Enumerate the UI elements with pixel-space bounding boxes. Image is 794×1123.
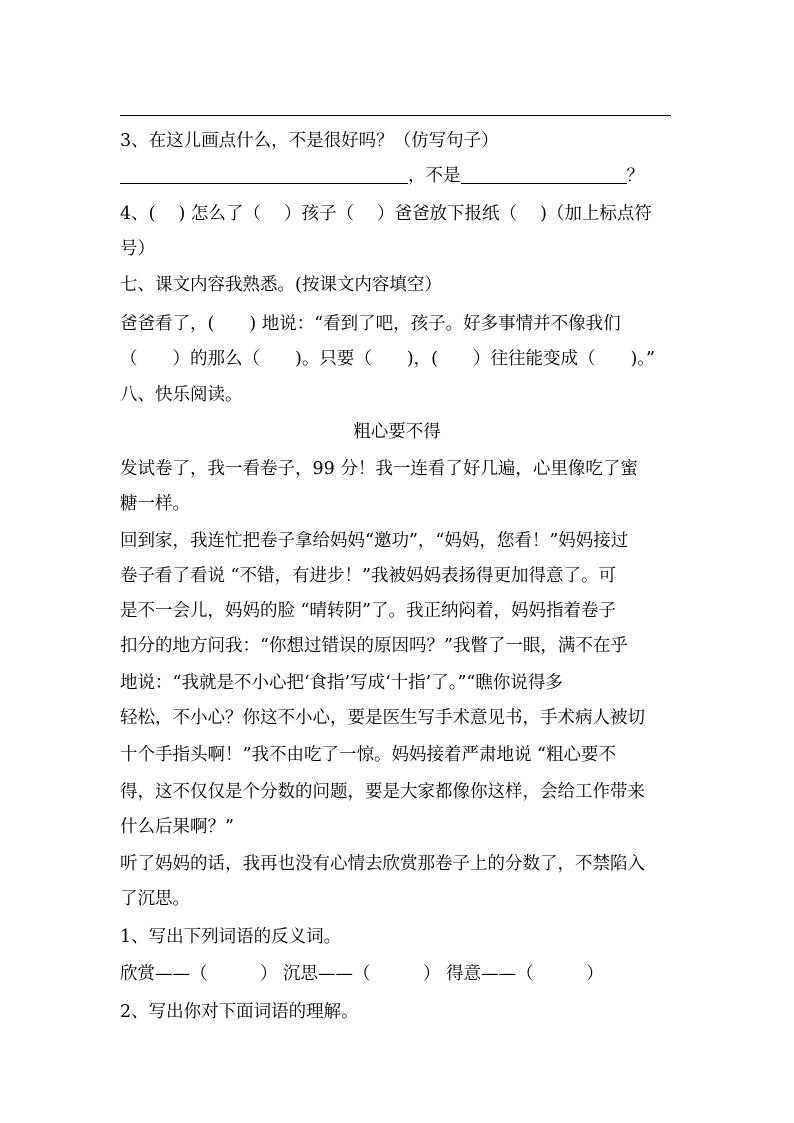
answer-line	[120, 115, 671, 116]
answer-blank-2[interactable]	[461, 165, 627, 184]
story-line: 了沉思。	[120, 889, 190, 909]
question-4-line-1: 4、( ) 怎么了（ ）孩子（ ）爸爸放下报纸（ )（加上标点符	[120, 204, 652, 224]
story-line: 卷子看了看说 “不错，有进步！”我被妈妈表扬得更加得意了。可	[120, 566, 616, 586]
answer-blank-1[interactable]	[120, 165, 408, 184]
section-7-line-1: 爸爸看了，( ) 地说：“看到了吧，孩子。好多事情并不像我们	[120, 314, 621, 334]
section-8-title: 八、快乐阅读。	[120, 385, 243, 405]
reading-question-1-items: 欣赏——（ ） 沉思——（ ） 得意——（ ）	[120, 964, 604, 984]
story-line: 十个手指头啊！”我不由吃了一惊。妈妈接着严肃地说 “粗心要不	[120, 745, 616, 765]
story-line: 糖一样。	[120, 494, 190, 514]
question-3-connector: ，不是	[408, 166, 461, 186]
story-line: 发试卷了，我一看卷子，99 分！我一连看了好几遍，心里像吃了蜜	[120, 459, 638, 479]
story-line: 什么后果啊？”	[120, 817, 234, 837]
story-title: 粗心要不得	[353, 422, 441, 442]
section-7-title: 七、课文内容我熟悉。(按课文内容填空）	[120, 275, 442, 295]
question-3-end: ？	[626, 166, 644, 186]
story-line: 得，这不仅仅是个分数的问题，要是大家都像你这样，会给工作带来	[120, 782, 645, 802]
story-line: 轻松，不小心？你这不小心，要是医生写手术意见书，手术病人被切	[120, 708, 645, 728]
story-line: 扣分的地方问我：“你想过错误的原因吗？”我瞥了一眼，满不在乎	[120, 636, 628, 656]
section-7-line-2: （ ）的那么（ )。只要（ )，( ）往往能变成（ )。”	[120, 349, 656, 369]
question-3-prompt: 3、在这儿画点什么，不是很好吗？（仿写句子）	[120, 131, 499, 151]
story-line: 是不一会儿，妈妈的脸 “晴转阴”了。我正纳闷着，妈妈指着卷子	[120, 601, 616, 621]
question-4-line-2: 号）	[120, 239, 155, 259]
story-line: 地说：“我就是不小心把‘食指’写成‘十指’了。”“瞧你说得多	[120, 673, 563, 693]
reading-question-1-title: 1、写出下列词语的反义词。	[120, 927, 342, 947]
story-line: 回到家，我连忙把卷子拿给妈妈“邀功”，“妈妈，您看！”妈妈接过	[120, 531, 629, 551]
reading-question-2-title: 2、写出你对下面词语的理解。	[120, 1002, 359, 1022]
story-line: 听了妈妈的话，我再也没有心情去欣赏那卷子上的分数了，不禁陷入	[120, 854, 645, 874]
question-3-answer-row	[120, 165, 680, 187]
